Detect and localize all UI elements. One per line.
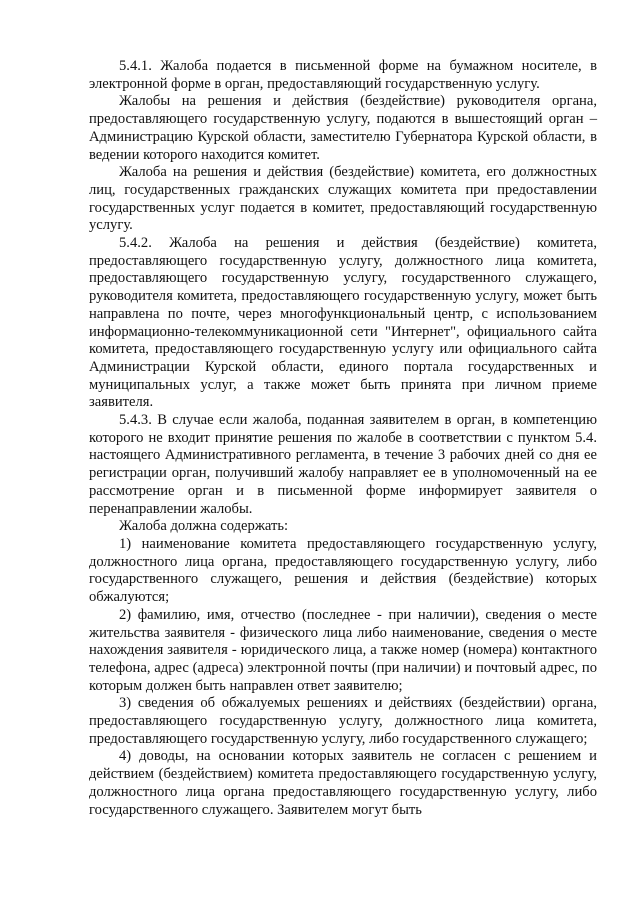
list-item-3: 3) сведения об обжалуемых решениях и действиях (бездействии) органа, предоставляющего государственную услугу, должностного лица комитета, предоставляющего государственную услугу, либо государственного служащего;	[89, 695, 597, 747]
list-item-2: 2) фамилию, имя, отчество (последнее - при наличии), сведения о месте жительства заявителя - физического лица либо наименование, сведения о месте нахождения заявителя - юридического лица, а также номер (номера) контактного телефона, адрес (адреса) электронной почты (при наличии) и почтовый адрес, по которым должен быть направлен ответ заявителю;	[89, 606, 597, 694]
list-item-4: 4) доводы, на основании которых заявитель не согласен с решением и действием (бездействием) комитета предоставляющего государственную услугу, должностного лица органа предоставляющего государственную услугу, либо государственного служащего. Заявителем могут быть	[89, 748, 597, 818]
list-item-1: 1) наименование комитета предоставляющего государственную услугу, должностного лица органа, предоставляющего государственную услугу, либо государственного служащего, решения и действия (бездействие) которых обжалуются;	[89, 535, 597, 606]
paragraph-5-4-1: 5.4.1. Жалоба подается в письменной форме на бумажном носителе, в электронной форме в орган, предоставляющий государственную услугу.	[89, 58, 597, 92]
document-page	[89, 58, 597, 819]
paragraph-complaint-head-of-body: Жалобы на решения и действия (бездействие) руководителя органа, предоставляющего государственную услугу, подаются в вышестоящий орган – Администрацию Курской области, заместителю Губернатора Курской области, в ведении которого находится комитет.	[89, 93, 597, 163]
paragraph-complaint-committee: Жалоба на решения и действия (бездействие) комитета, его должностных лиц, государственных гражданских служащих комитета при предоставлении государственных услуг подается в комитет, предоставляющий государственную услугу.	[89, 164, 597, 234]
paragraph-5-4-2: 5.4.2. Жалоба на решения и действия (бездействие) комитета, предоставляющего государственную услугу, должностного лица комитета, предоставляющего государственную услугу, государственного служащего, руководителя комитета, предоставляющего государственную услугу, может быть направлена по почте, через многофункциональный центр, с использованием информационно-телекоммуникационной сети "Интернет", официального сайта комитета, предоставляющего государственную услугу или официального сайта Администрации Курской области, единого портала государственных и муниципальных услуг, а также может быть принята при личном приеме заявителя.	[89, 235, 597, 411]
paragraph-complaint-contents-intro: Жалоба должна содержать:	[119, 518, 289, 535]
paragraph-5-4-3: 5.4.3. В случае если жалоба, поданная заявителем в орган, в компетенцию которого не входит принятие решения по жалобе в соответствии с пунктом 5.4. настоящего Административного регламента, в течение 3 рабочих дней со дня ее регистрации орган, получивший жалобу направляет ее в уполномоченный на ее рассмотрение орган и в письменной форме информирует заявителя о перенаправлении жалобы.	[89, 412, 597, 517]
